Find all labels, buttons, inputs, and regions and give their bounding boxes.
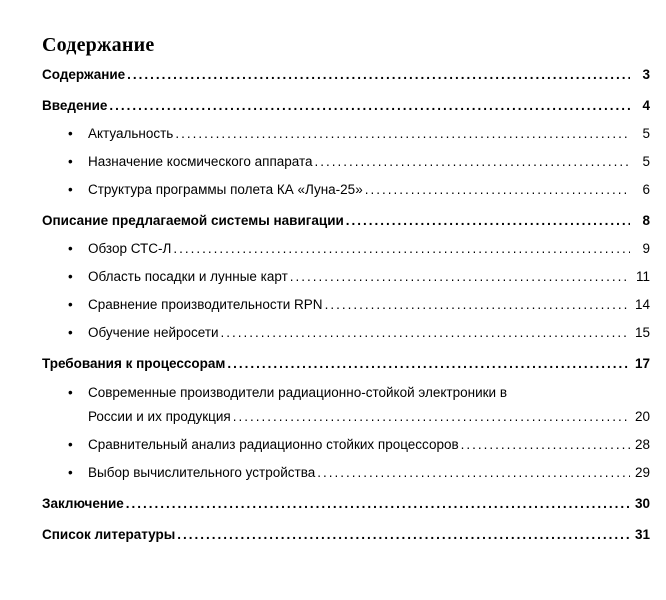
bullet-icon: • <box>68 241 73 256</box>
toc-entry[interactable] <box>42 61 650 89</box>
toc-entry[interactable] <box>42 235 650 263</box>
bullet-icon: • <box>68 297 73 312</box>
dot-leader <box>109 92 630 120</box>
toc-entry[interactable] <box>42 120 650 148</box>
dot-leader <box>221 319 630 347</box>
toc-entry-label-line1: Современные производители радиационно-стойкой электроники в <box>88 385 508 400</box>
dot-leader <box>126 490 630 518</box>
toc-entry-label: Актуальность <box>88 126 174 141</box>
dot-leader <box>175 120 630 148</box>
toc-entry[interactable] <box>42 263 650 291</box>
toc-page-number: 28 <box>634 437 650 452</box>
toc-entry[interactable] <box>42 431 650 459</box>
toc-page-number: 6 <box>642 182 650 197</box>
toc-entry-label: Список литературы <box>42 527 176 542</box>
toc-page-number: 31 <box>634 527 650 542</box>
toc-page-number: 4 <box>642 98 650 113</box>
page-title: Содержание <box>42 34 155 56</box>
toc-page-number: 29 <box>634 465 650 480</box>
toc-entry-label: Сравнение производительности RPN <box>88 297 323 312</box>
bullet-icon: • <box>68 437 73 452</box>
toc-entry[interactable] <box>42 521 650 549</box>
dot-leader <box>317 459 630 487</box>
dot-leader <box>365 176 630 204</box>
toc-page-number: 14 <box>634 297 650 312</box>
toc-entry[interactable] <box>42 92 650 120</box>
toc-entry[interactable] <box>42 176 650 204</box>
bullet-icon: • <box>68 385 73 400</box>
toc-entry-label: Обзор СТС-Л <box>88 241 172 256</box>
dot-leader <box>127 61 630 89</box>
table-of-contents <box>42 61 650 549</box>
toc-entry-label: Выбор вычислительного устройства <box>88 465 316 480</box>
toc-page-number: 5 <box>642 154 650 169</box>
dot-leader <box>325 291 630 319</box>
toc-page-number: 5 <box>642 126 650 141</box>
bullet-icon: • <box>68 154 73 169</box>
dot-leader <box>227 350 630 378</box>
toc-entry-label: Заключение <box>42 496 124 511</box>
bullet-icon: • <box>68 465 73 480</box>
toc-entry-label: Область посадки и лунные карт <box>88 269 288 284</box>
dot-leader <box>290 263 630 291</box>
toc-entry-label: Структура программы полета КА «Луна-25» <box>88 182 363 197</box>
toc-page-number: 3 <box>642 67 650 82</box>
bullet-icon: • <box>68 325 73 340</box>
toc-entry-label: Содержание <box>42 67 126 82</box>
toc-entry-label: Назначение космического аппарата <box>88 154 313 169</box>
toc-page-number: 11 <box>635 269 650 284</box>
toc-page-number: 15 <box>634 325 650 340</box>
dot-leader <box>173 235 630 263</box>
dot-leader <box>177 521 630 549</box>
toc-page-number: 30 <box>634 496 650 511</box>
toc-entry-label: Сравнительный анализ радиационно стойких процессоров <box>88 437 459 452</box>
toc-entry[interactable] <box>42 291 650 319</box>
toc-page-number: 8 <box>642 213 650 228</box>
toc-entry-label: Описание предлагаемой системы навигации <box>42 213 344 228</box>
toc-entry[interactable] <box>42 319 650 347</box>
toc-entry[interactable] <box>42 148 650 176</box>
dot-leader <box>233 405 630 429</box>
dot-leader <box>461 431 630 459</box>
bullet-icon: • <box>68 269 73 284</box>
toc-page-number: 9 <box>642 241 650 256</box>
toc-entry[interactable] <box>42 207 650 235</box>
toc-entry[interactable] <box>42 490 650 518</box>
toc-entry-label-line2: России и их продукция <box>88 409 231 424</box>
toc-entry-label: Требования к процессорам <box>42 356 226 371</box>
bullet-icon: • <box>68 182 73 197</box>
toc-entry-label: Обучение нейросети <box>88 325 219 340</box>
toc-page-number: 20 <box>634 409 650 424</box>
toc-entry[interactable] <box>42 350 650 378</box>
dot-leader <box>315 148 630 176</box>
toc-entry[interactable] <box>42 459 650 487</box>
toc-entry-label: Введение <box>42 98 108 113</box>
toc-entry[interactable] <box>42 381 650 429</box>
toc-page-number: 17 <box>634 356 650 371</box>
dot-leader <box>346 207 630 235</box>
bullet-icon: • <box>68 126 73 141</box>
